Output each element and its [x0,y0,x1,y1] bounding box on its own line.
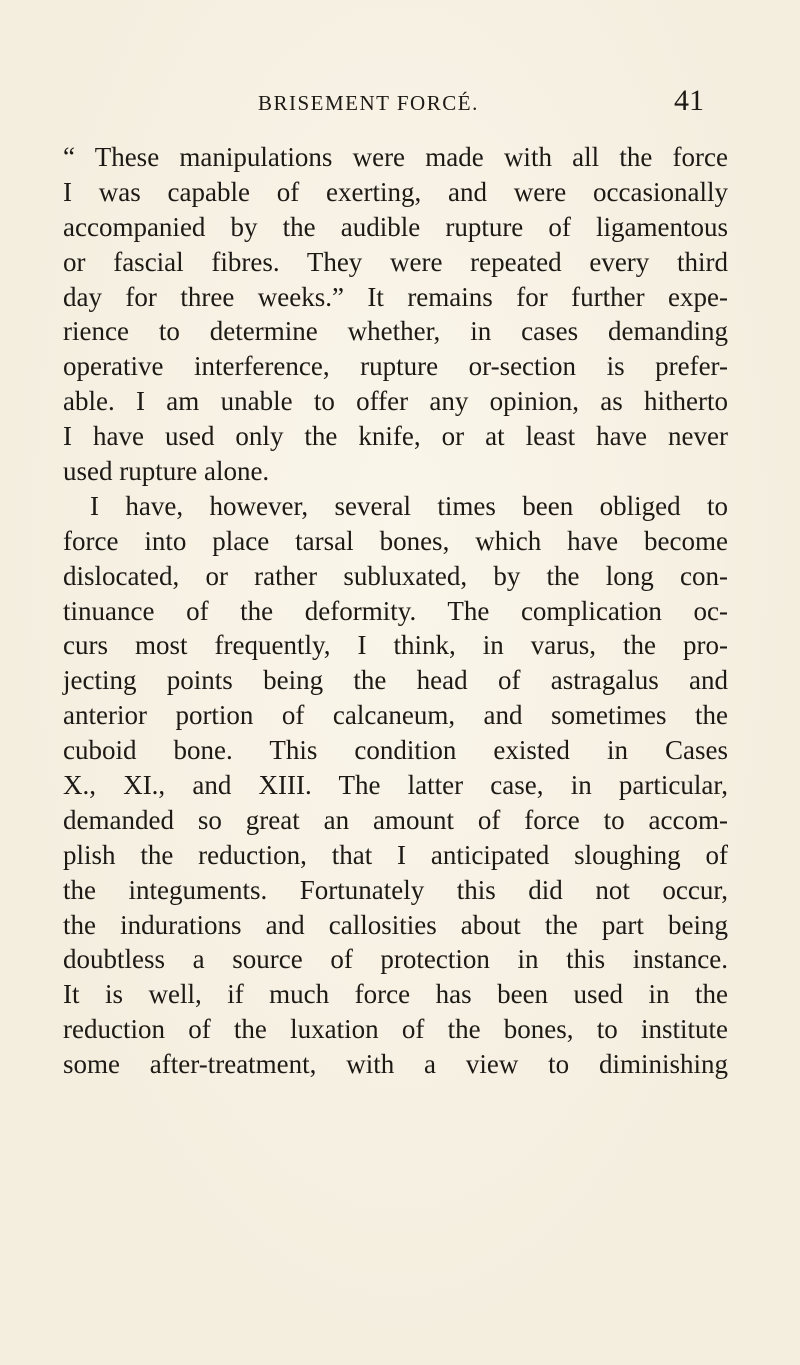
text-line: rience to determine whether, in cases demanding [63,316,728,347]
text-line: the integuments. Fortunately this did not occur, [63,874,728,905]
text-line: accompanied by the audible rupture of ligamentous [63,211,728,242]
text-line: cuboid bone. This condition existed in Cases [63,735,728,766]
text-line: the indurations and callosities about the part being [63,909,728,940]
text-line: or fascial fibres. They were repeated every third [63,246,728,277]
text-line: tinuance of the deformity. The complication oc- [63,595,728,626]
text-line: anterior portion of calcaneum, and sometimes the [63,700,728,731]
paragraph-end-line: used rupture alone. [63,456,270,487]
text-line: I have used only the knife, or at least have never [63,421,728,452]
text-line: plish the reduction, that I anticipated sloughing of [63,839,728,870]
body-text [63,140,728,1082]
text-line: jecting points being the head of astragalus and [63,665,728,696]
text-line: force into place tarsal bones, which have become [63,525,728,556]
text-line: It is well, if much force has been used in the [63,979,728,1010]
page-number: 41 [674,84,704,117]
paragraph-start-line: I have, however, several times been obliged to [90,490,728,521]
text-line: demanded so great an amount of force to accom- [63,804,728,835]
text-line: able. I am unable to offer any opinion, as hitherto [63,386,728,417]
text-line: some after-treatment, with a view to diminishing [63,1049,728,1080]
text-line: curs most frequently, I think, in varus, the pro- [63,630,728,661]
text-line: I was capable of exerting, and were occasionally [63,176,728,207]
text-line: day for three weeks.” It remains for further expe- [63,281,728,312]
text-line: dislocated, or rather subluxated, by the long con- [63,560,728,591]
text-line: operative interference, rupture or-section is prefer- [63,351,728,382]
text-line: reduction of the luxation of the bones, to institute [63,1014,728,1045]
text-line: “ These manipulations were made with all the force [63,142,728,172]
text-line: X., XI., and XIII. The latter case, in particular, [63,770,728,801]
running-title: BRISEMENT FORCÉ. [258,91,479,115]
running-head [0,84,800,124]
text-line: doubtless a source of protection in this instance. [63,944,728,975]
